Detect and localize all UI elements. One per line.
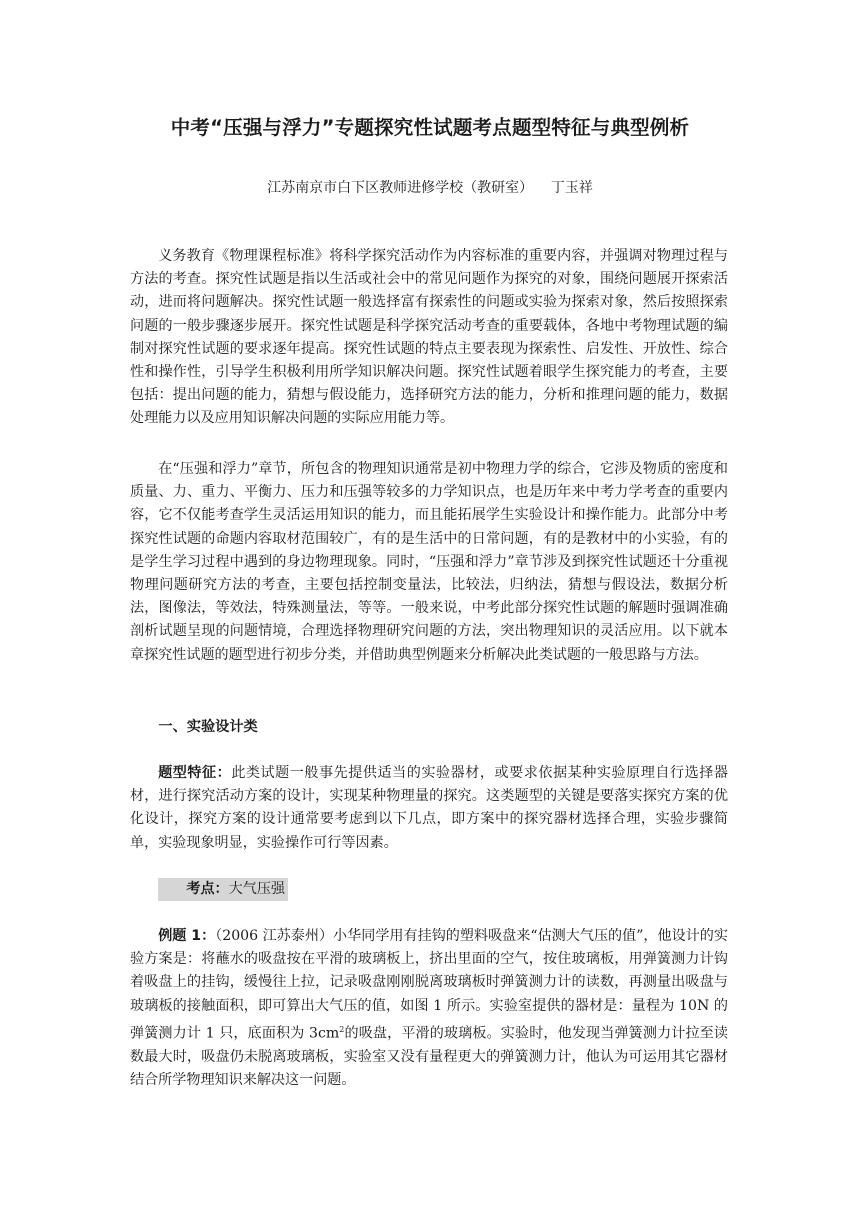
example-label: 例题 1： — [158, 928, 216, 944]
kaodian-highlight — [158, 878, 288, 901]
chapter-paragraph: 在“压强和浮力”章节，所包含的物理知识通常是初中物理力学的综合，它涉及物质的密度和质量、力、重力、平衡力、压力和压强等较多的力学知识点，也是历年来中考力学考查的重要内容，它不仅能考查学生灵活运用知识的能力，而且能拓展学生实验设计和操作能力。此部分中考探究性试题的命题内容取材范围较广，有的是生活中的日常问题，有的是教材中的小实验，有的是学生学习过程中遇到的身边物理现象。同时，“压强和浮力”章节涉及到探究性试题还十分重视物理问题研究方法的考查，主要包括控制变量法，比较法，归纳法，猜想与假设法，数据分析法，图像法，等效法，特殊测量法，等等。一般来说，中考此部分探究性试题的解题时强调准确剖析试题呈现的问题情境，合理选择物理研究问题的方法，突出物理知识的灵活应用。以下就本章探究性试题的题型进行初步分类，并借助典型例题来分析解决此类试题的一般思路与方法。 — [130, 461, 728, 663]
example-text-a: （2006 江苏泰州）小华同学用有挂钩的塑料吸盘来“估测大气压的值”，他设计的实验方案是：将蘸水的吸盘按在平滑的玻璃板上，挤出里面的空气，按住玻璃板，用弹簧测力计钩着吸盘上的挂钩，缓慢往上拉，记录吸盘刚刚脱离玻璃板时弹簧测力计的读数，再测量出吸盘与玻璃板的接触面积，即可算出大气压的值，如图 1 所示。实验室提供的器材是：量程为 10N 的弹簧测力计 1 只，底面积为 3cm — [130, 928, 728, 1042]
section-heading-block — [130, 716, 728, 739]
author-line: 江苏南京市白下区教师进修学校（教研室） 丁玉祥 — [267, 180, 593, 196]
section-heading: 一、实验设计类 — [158, 719, 258, 735]
document-title: 中考“压强与浮力”专题探究性试题考点题型特征与典型例析 — [170, 116, 690, 139]
chapter-paragraph-block — [130, 458, 728, 667]
kaodian-text: 大气压强 — [228, 881, 286, 897]
superscript-2: 2 — [339, 1024, 345, 1034]
feature-label: 题型特征： — [158, 765, 232, 781]
kaodian-block — [130, 878, 728, 901]
intro-paragraph-block — [130, 245, 728, 431]
intro-paragraph: 义务教育《物理课程标准》将科学探究活动作为内容标准的重要内容，并强调对物理过程与方法的考查。探究性试题是指以生活或社会中的常见问题作为探究的对象，围绕问题展开探索活动，进而将问题解决。探究性试题一般选择富有探索性的问题或实验为探索对象，然后按照探索问题的一般步骤逐步展开。探究性试题是科学探究活动考查的重要载体，各地中考物理试题的编制对探究性试题的要求逐年提高。探究性试题的特点主要表现为探索性、启发性、开放性、综合性和操作性，引导学生积极利用所学知识解决问题。探究性试题着眼学生探究能力的考查，主要包括：提出问题的能力，猜想与假设能力，选择研究方法的能力，分析和推理问题的能力，数据处理能力以及应用知识解决问题的实际应用能力等。 — [130, 248, 728, 427]
kaodian-line — [130, 878, 728, 901]
kaodian-label: 考点： — [186, 881, 229, 897]
feature-paragraph — [130, 762, 728, 855]
feature-paragraph-block — [130, 762, 728, 855]
example-paragraph-block — [130, 925, 728, 1092]
example-text-b: 的吸盘，平滑的玻璃板。实验时，他发现当弹簧测力计拉至读数最大时，吸盘仍未脱离玻璃板，实验室又没有量程更大的弹簧测力计，他认为可运用其它器材结合所学物理知识来解决这一问题。 — [130, 1025, 729, 1088]
feature-text: 此类试题一般事先提供适当的实验器材，或要求依据某种实验原理自行选择器材，进行探究活动方案的设计，实现某种物理量的探究。这类题型的关键是要落实探究方案的优化设计，探究方案的设计通常要考虑到以下几点，即方案中的探究器材选择合理，实验步骤简单，实验现象明显，实验操作可行等因素。 — [130, 765, 729, 851]
example-paragraph — [130, 925, 728, 1092]
